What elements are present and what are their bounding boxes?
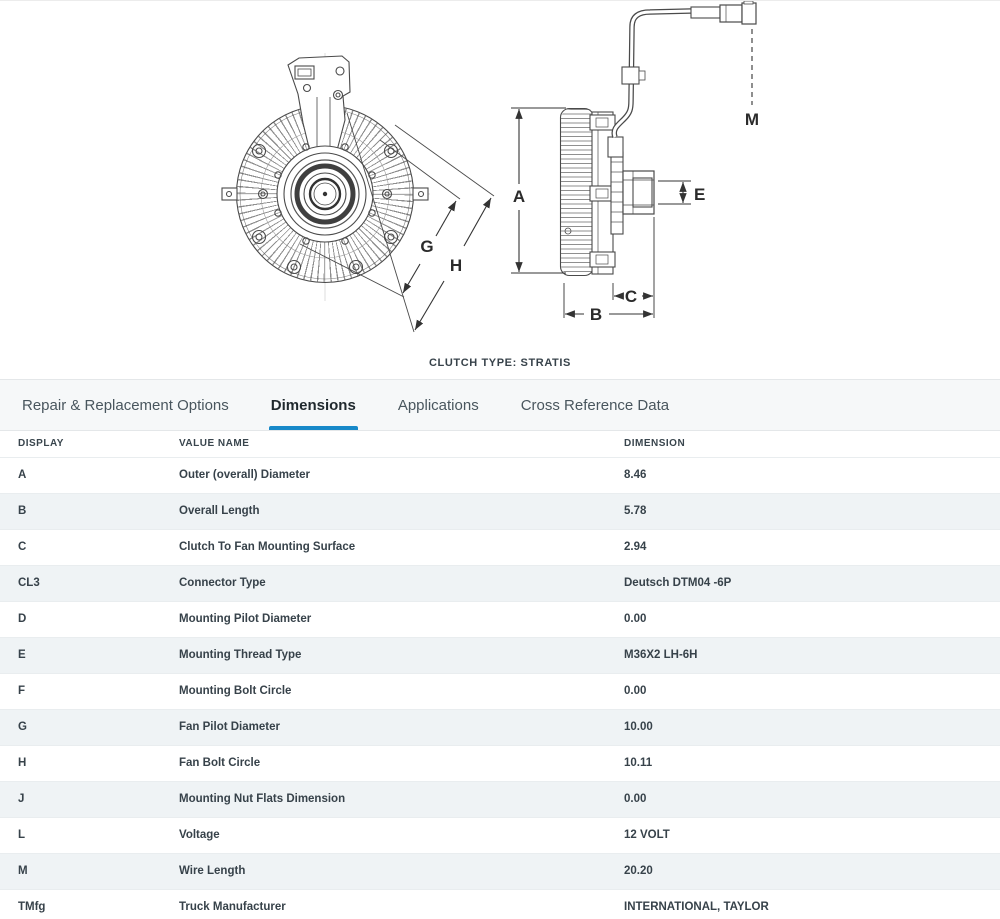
table-row bbox=[0, 637, 1000, 673]
table-header-row bbox=[0, 431, 1000, 457]
fan-clutch-side-view bbox=[561, 1, 760, 276]
drawing-overlay bbox=[0, 1, 1000, 379]
dim-label-b: B bbox=[589, 305, 603, 324]
dim-label-c: C bbox=[624, 287, 638, 306]
col-header-display: DISPLAY bbox=[18, 438, 64, 450]
cell-dimension: 20.20 bbox=[624, 865, 653, 877]
cell-display: G bbox=[18, 721, 27, 733]
tab-label: Dimensions bbox=[270, 396, 356, 414]
table-row bbox=[0, 601, 1000, 637]
hub-bearing bbox=[275, 144, 375, 244]
cell-dimension: 5.78 bbox=[624, 505, 647, 517]
tab-label: Cross Reference Data bbox=[520, 396, 670, 414]
cell-display: M bbox=[18, 865, 28, 877]
cell-dimension: INTERNATIONAL, TAYLOR bbox=[624, 901, 769, 914]
tab-label: Applications bbox=[397, 396, 479, 414]
cell-value-name: Mounting Thread Type bbox=[179, 649, 302, 661]
table-row bbox=[0, 493, 1000, 529]
cell-display: J bbox=[18, 793, 25, 805]
table-row bbox=[0, 529, 1000, 565]
dim-label-h: H bbox=[449, 256, 463, 275]
table-row bbox=[0, 457, 1000, 493]
cell-value-name: Mounting Bolt Circle bbox=[179, 685, 292, 697]
cell-dimension: 10.11 bbox=[624, 757, 653, 769]
wire-harness bbox=[608, 11, 691, 157]
connector bbox=[691, 1, 756, 24]
cell-display: H bbox=[18, 757, 27, 769]
mounting-bracket bbox=[288, 56, 350, 160]
cell-dimension: 10.00 bbox=[624, 721, 653, 733]
cell-value-name: Wire Length bbox=[179, 865, 246, 877]
dim-label-a: A bbox=[512, 187, 526, 206]
cell-value-name: Clutch To Fan Mounting Surface bbox=[179, 541, 356, 553]
cell-dimension: 2.94 bbox=[624, 541, 647, 553]
cell-display: D bbox=[18, 613, 27, 625]
cell-value-name: Connector Type bbox=[179, 577, 266, 589]
clutch-technical-drawing bbox=[0, 1, 1000, 379]
tab-bar bbox=[0, 379, 1000, 431]
table-row bbox=[0, 781, 1000, 817]
cell-value-name: Truck Manufacturer bbox=[179, 901, 286, 914]
table-row bbox=[0, 673, 1000, 709]
cell-dimension: Deutsch DTM04 -6P bbox=[624, 577, 732, 589]
col-header-dimension: DIMENSION bbox=[624, 438, 686, 450]
cell-dimension: M36X2 LH-6H bbox=[624, 649, 698, 661]
cell-display: F bbox=[18, 685, 26, 697]
cell-value-name: Outer (overall) Diameter bbox=[179, 469, 311, 481]
cell-value-name: Overall Length bbox=[179, 505, 260, 517]
table-row bbox=[0, 745, 1000, 781]
cell-display: L bbox=[18, 829, 26, 841]
dim-label-g: G bbox=[420, 237, 434, 256]
cell-value-name: Fan Pilot Diameter bbox=[179, 721, 280, 733]
mounting-nut bbox=[623, 171, 654, 214]
cell-dimension: 12 VOLT bbox=[624, 829, 670, 841]
cell-value-name: Voltage bbox=[179, 829, 220, 841]
dimensions-table bbox=[0, 431, 1000, 919]
cell-dimension: 0.00 bbox=[624, 685, 647, 697]
clutch-type-caption: CLUTCH TYPE: STRATIS bbox=[429, 357, 571, 369]
cell-display: TMfg bbox=[18, 901, 46, 914]
cell-display: A bbox=[18, 469, 27, 481]
tab-repair-replacement-options[interactable] bbox=[22, 380, 229, 430]
dimension-lines bbox=[403, 29, 752, 330]
dim-label-m: M bbox=[744, 110, 760, 129]
cell-display: B bbox=[18, 505, 27, 517]
dim-label-e: E bbox=[694, 185, 706, 204]
table-row bbox=[0, 853, 1000, 889]
col-header-value-name: VALUE NAME bbox=[179, 438, 250, 450]
cell-value-name: Mounting Pilot Diameter bbox=[179, 613, 312, 625]
cell-display: CL3 bbox=[18, 577, 40, 589]
cell-display: E bbox=[18, 649, 26, 661]
tab-label: Repair & Replacement Options bbox=[22, 396, 229, 414]
table-row bbox=[0, 709, 1000, 745]
fan-clutch-front-view bbox=[222, 53, 494, 332]
cell-display: C bbox=[18, 541, 27, 553]
table-row bbox=[0, 817, 1000, 853]
cell-dimension: 8.46 bbox=[624, 469, 647, 481]
table-row bbox=[0, 565, 1000, 601]
cell-dimension: 0.00 bbox=[624, 793, 647, 805]
tab-applications[interactable] bbox=[398, 380, 479, 430]
cell-dimension: 0.00 bbox=[624, 613, 647, 625]
cell-value-name: Fan Bolt Circle bbox=[179, 757, 261, 769]
cell-value-name: Mounting Nut Flats Dimension bbox=[179, 793, 346, 805]
table-row bbox=[0, 889, 1000, 919]
tab-cross-reference-data[interactable] bbox=[521, 380, 669, 430]
tab-dimensions[interactable] bbox=[271, 380, 356, 430]
